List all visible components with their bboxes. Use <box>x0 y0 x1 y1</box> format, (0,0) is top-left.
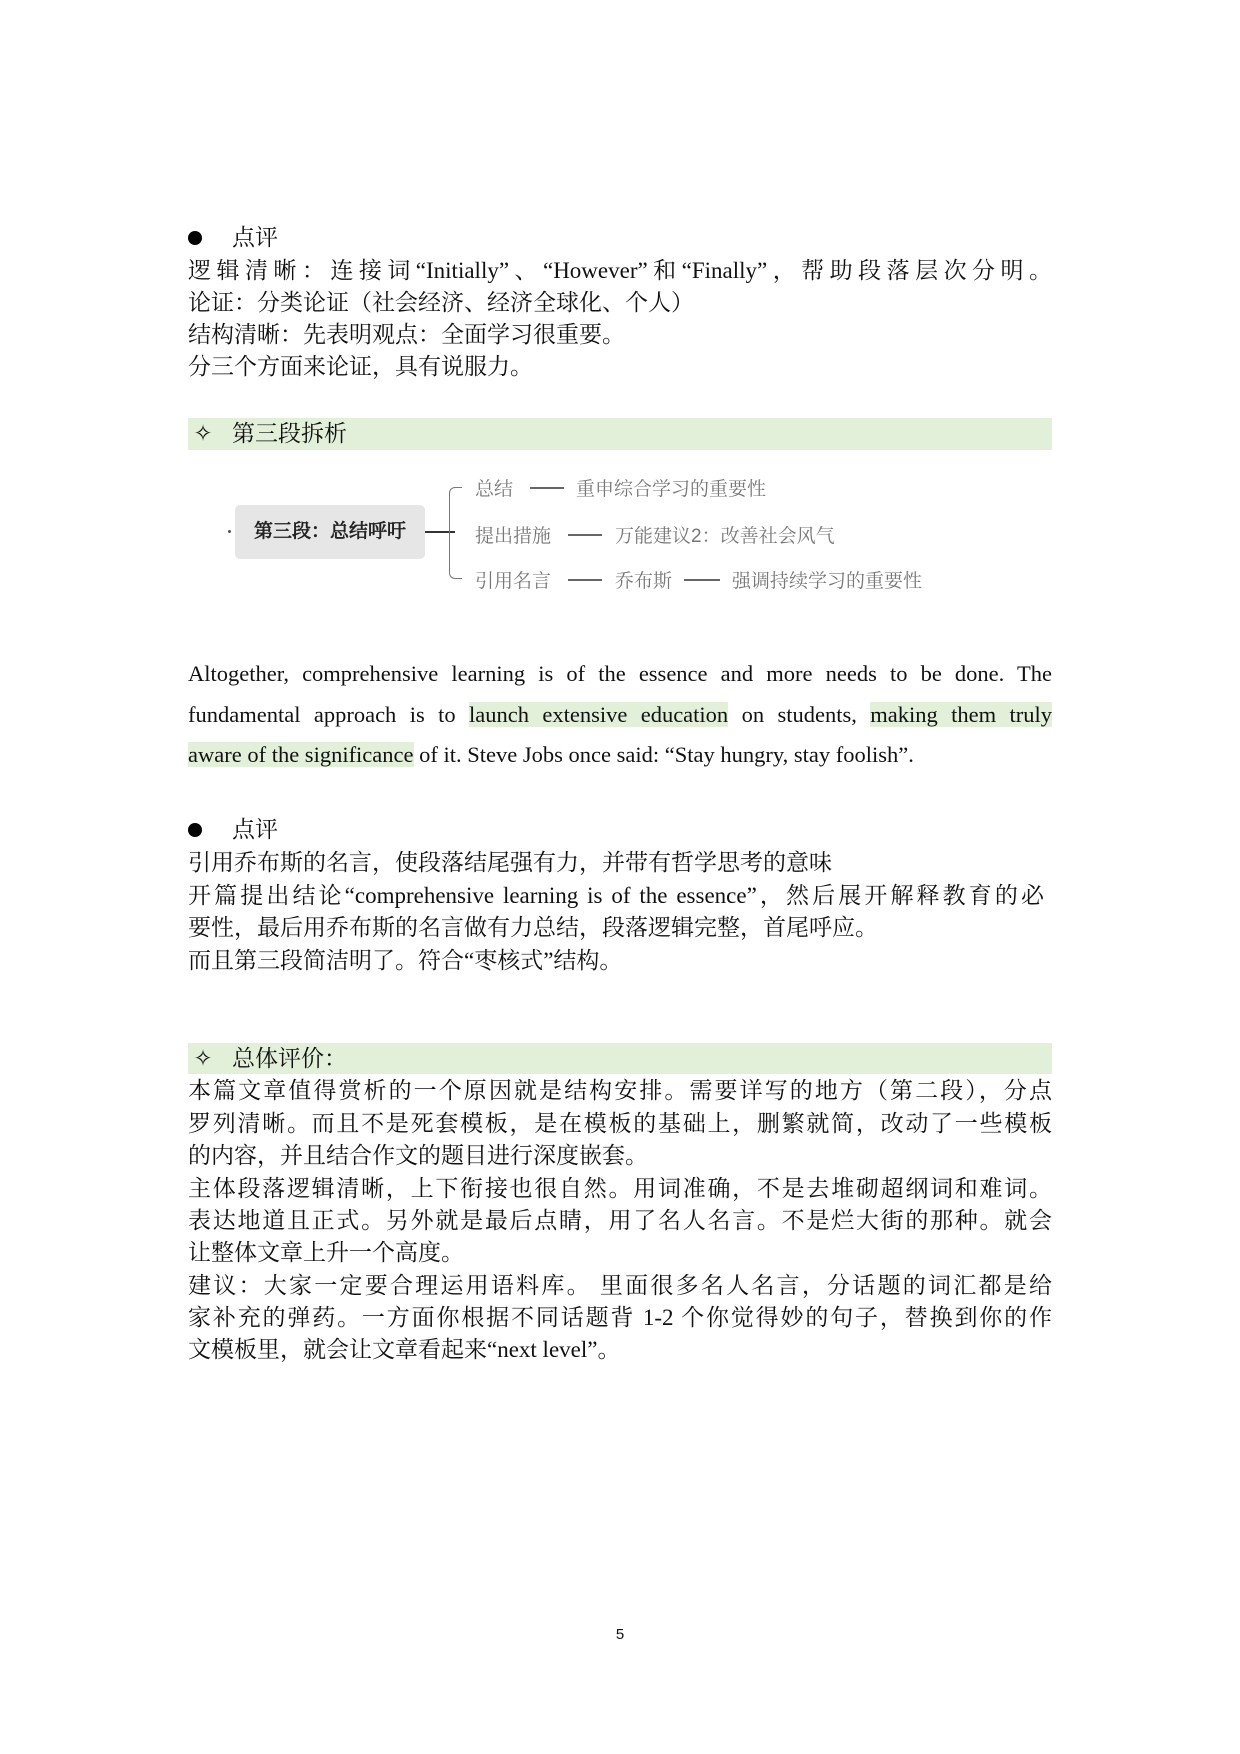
mindmap-root: 第三段：总结呼吁 <box>235 505 425 559</box>
comment-line: 开篇提出结论“comprehensive learning is of the essence”，然后展开解释教育的必 <box>188 883 1044 908</box>
diamond-icon: ✧ <box>193 1046 213 1071</box>
bullet-icon <box>188 231 202 245</box>
page-number: 5 <box>615 1626 625 1643</box>
section-heading: 第三段拆析 <box>232 421 347 446</box>
section-heading-bar <box>188 418 1052 450</box>
overall-line: 文模板里，就会让文章看起来“next level”。 <box>188 1337 621 1362</box>
mindmap-node: 强调持续学习的重要性 <box>732 571 923 592</box>
paragraph-line <box>188 695 1052 735</box>
comment-heading <box>188 814 1052 846</box>
mindmap-link <box>568 534 602 536</box>
mindmap-link <box>568 579 602 581</box>
paragraph-line <box>188 735 1052 775</box>
overall-line: 建议：大家一定要合理运用语料库。 里面很多名人名言，分话题的词汇都是给 <box>188 1273 1052 1298</box>
mindmap-branch-label: 引用名言 <box>475 571 552 592</box>
comment-line: 引用乔布斯的名言，使段落结尾强有力，并带有哲学思考的意味 <box>188 850 832 875</box>
overall-line: 罗列清晰。而且不是死套模板，是在模板的基础上，删繁就简，改动了一些模板 <box>188 1111 1052 1136</box>
mindmap-bracket <box>449 487 462 579</box>
mindmap-node: 万能建议2：改善社会风气 <box>615 526 835 547</box>
highlighted-phrase: launch extensive education <box>468 702 729 727</box>
mindmap-link <box>530 487 564 489</box>
overall-line: 表达地道且正式。另外就是最后点睛，用了名人名言。不是烂大街的那种。就会 <box>188 1208 1052 1233</box>
comment-line: 论证：分类论证（社会经济、经济全球化、个人） <box>188 290 694 315</box>
section-heading-bar <box>188 1043 1052 1074</box>
comment-line: 要性，最后用乔布斯的名言做有力总结，段落逻辑完整，首尾呼应。 <box>188 915 878 940</box>
mindmap-branch-label: 总结 <box>475 479 514 500</box>
text: fundamental approach is to <box>188 702 469 727</box>
comment-line: 而且第三段简洁明了。符合“枣核式”结构。 <box>188 948 623 973</box>
overall-line: 本篇文章值得赏析的一个原因就是结构安排。需要详写的地方（第二段），分点 <box>188 1078 1052 1103</box>
mindmap-link <box>684 579 720 581</box>
mindmap-branch-label: 提出措施 <box>475 526 552 547</box>
paragraph-line: Altogether, comprehensive learning is of the essence and more needs to be done. The <box>188 661 1052 686</box>
bullet-icon <box>188 823 202 837</box>
mindmap-node: 乔布斯 <box>615 571 673 592</box>
comment-line: 结构清晰：先表明观点：全面学习很重要。 <box>188 322 625 347</box>
overall-line: 主体段落逻辑清晰，上下衔接也很自然。用词准确，不是去堆砌超纲词和难词。 <box>188 1176 1052 1201</box>
highlighted-phrase: aware of the significance <box>188 742 414 767</box>
mindmap-dot <box>228 530 231 533</box>
diamond-icon: ✧ <box>193 421 213 446</box>
text: of it. Steve Jobs once said: “Stay hungry, stay foolish”. <box>413 742 914 767</box>
comment-heading <box>188 222 1052 254</box>
text: on students, <box>728 702 871 727</box>
comment-heading-text: 点评 <box>232 817 278 842</box>
comment-heading-text: 点评 <box>232 225 278 250</box>
comment-line: 逻辑清晰：连接词“Initially”、“However”和“Finally”，帮助段落层次分明。 <box>188 258 1052 283</box>
highlighted-phrase: making them truly <box>870 702 1052 727</box>
mindmap-node: 重申综合学习的重要性 <box>576 479 767 500</box>
section-heading: 总体评价： <box>232 1046 347 1071</box>
overall-line: 让整体文章上升一个高度。 <box>188 1240 464 1265</box>
overall-line: 的内容，并且结合作文的题目进行深度嵌套。 <box>188 1143 648 1168</box>
comment-line: 分三个方面来论证，具有说服力。 <box>188 354 533 379</box>
overall-line: 家补充的弹药。一方面你根据不同话题背 1-2 个你觉得妙的句子，替换到你的作 <box>188 1305 1052 1330</box>
